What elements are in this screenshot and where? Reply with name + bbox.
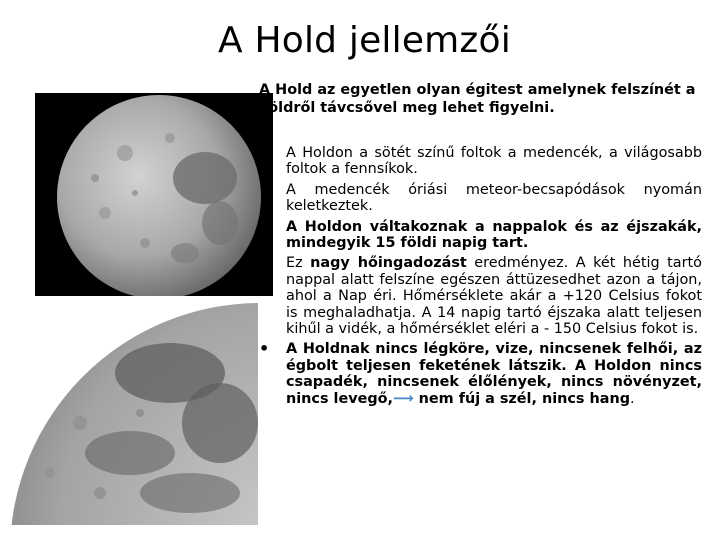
bullet-item bbox=[259, 341, 702, 407]
bullet-text: A medencék óriási meteor-becsapódások nyomán keletkeztek. bbox=[286, 181, 702, 215]
bullet-item bbox=[259, 255, 702, 337]
bullet-text-rest: eredményez. A két hétig tartó nappal alatt felszíne egészen áttüzesedhet azon a tájon, ahol a Nap éri. Hőmérséklete akár a +120 Celsius fokot is meghaladhatja. A 14 napig tartó éjszaka alatt teljesen kihűl a vidék, a hőmérséklet eléri a - 150 Celsius fokot is. bbox=[286, 255, 702, 338]
bullet-list bbox=[259, 145, 702, 411]
bullet-text-rest: nem fúj a szél, nincs hang bbox=[413, 390, 631, 407]
bullet-text: A Holdnak nincs légköre, vize, nincsenek felhői, az égbolt teljesen feketének látszik. A Holdon nincs csapadék, nincsenek élőlények, nincs növényzet, nincs levegő, bbox=[286, 341, 702, 407]
bullet-text: A Holdon váltakoznak a nappalok és az éjszakák, mindegyik 15 földi napig tart. bbox=[286, 218, 702, 252]
bullet-item bbox=[259, 219, 702, 252]
bullet-text-end: . bbox=[630, 390, 635, 407]
bullet-text-emphasis: nagy hőingadozást bbox=[310, 255, 467, 272]
moon-surface-closeup-image bbox=[10, 303, 258, 525]
bullet-item bbox=[259, 145, 702, 178]
bullet-text-lead: Ez bbox=[286, 255, 311, 272]
intro-text: A Hold az egyetlen olyan égitest amelynek felszínét a Földről távcsővel meg lehet figyelni. bbox=[259, 82, 696, 116]
slide-title: A Hold jellemzői bbox=[218, 20, 511, 61]
bullet-text: A Holdon a sötét színű foltok a medencék, a világosabb foltok a fennsíkok. bbox=[286, 145, 702, 178]
arrow-icon: ⟶ bbox=[393, 390, 414, 407]
moon-full-disc-image bbox=[35, 93, 273, 296]
bullet-item bbox=[259, 182, 702, 215]
